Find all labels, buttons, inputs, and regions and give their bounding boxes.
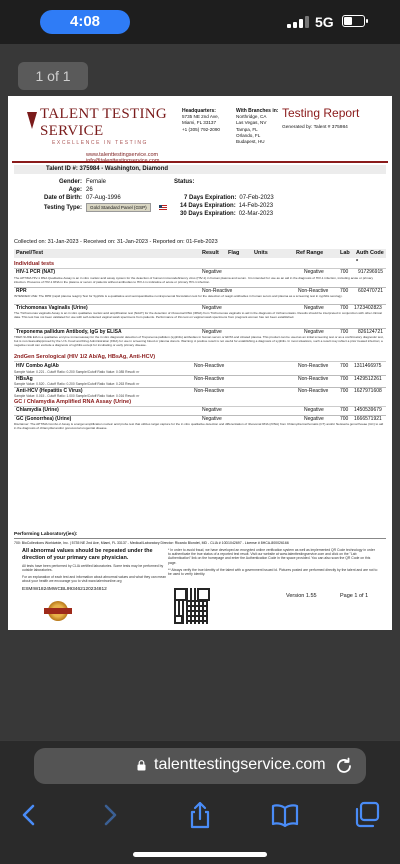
company-logo (26, 106, 176, 164)
table-row: HBsAg Non-Reactive Non-Reactive 700 1429512261 (14, 375, 386, 376)
verification-notice: * In order to avoid fraud, we have developed an encrypted online verification system as well as implemented QR Code technology in order to authenticate the true status of a reported test result. Visit our website at www.talenttestingservice.com and click on the "Lab Authentication" link on the homepage and enter the Authentication Code in the space provided. You can also scan the QR Code on this page. ** Always verify the true identity of the talent with a government issued id. Pictures posted are performed directly by the talent and are not to be used to verify identity. (168, 548, 378, 577)
expiration-14-days: 14 Days Expiration: 14-Feb-2023 (180, 203, 274, 209)
talent-id: Talent ID #: 375984 - Washington, Diamond (14, 165, 386, 174)
url-text[interactable]: talenttestingservice.com (154, 756, 326, 773)
table-row: GC (Gonorrhea) (Urine) Negative Negative 700 1666571921 (14, 415, 386, 416)
report-header (8, 96, 392, 160)
test-description: INTENDED USE: The RPR (rapid plasma reagin) Test for Syphilis is a qualitative and semiquantitative nontreponemal flocculation test for the detection of reagin antibodies in human serum and plasma as a screening test in syphilis serology. (14, 294, 343, 298)
testing-type: Testing Type: Gold Standard Panel (GSP) (22, 203, 167, 212)
share-icon[interactable] (185, 800, 215, 830)
test-description: The APTIMA HIV-1 RNA Qualitative Assay is an in vitro nucleic acid assay system for the detection of human immunodeficiency virus (HIV-1) in human plasma and serum. It is intended for use as an aid in the diagnosis of HIV-1 infection, including acute or primary infection. Presence of HIV-1 RNA in the plasma or serum of patients without antibodies to HIV-1 is indicative of acute or primary HIV-1 infection. (14, 276, 374, 284)
version-label: Version 1.55 (286, 593, 317, 599)
status-label: Status: (174, 179, 195, 185)
home-indicator[interactable] (133, 852, 267, 857)
status-bar (0, 0, 400, 44)
collection-dates: Collected on: 31-Jan-2023 - Received on: 31-Jan-2023 - Reported on: 01-Feb-2023 (14, 239, 218, 245)
back-icon[interactable] (14, 800, 44, 830)
document-code: ESMIW1824MWCBL993462120234812 (22, 587, 107, 593)
sample-value: Sample Value: 0.015 - Cutoff Ratio: 1.000 Sample/Cutoff Ratio Value: 0.016 Result: nr (14, 394, 140, 398)
branches-block: With Branches in: Northridge, CA Las Vegas, NV Tampa, FL Orlando, FL Budapest, HU (236, 108, 279, 145)
col-lab: Lab (340, 250, 350, 256)
section-individual-tests: Individual tests (14, 261, 386, 269)
col-ref-range: Ref Range (296, 250, 324, 256)
network-type: 5G (315, 14, 334, 30)
page-number: Page 1 of 1 (340, 593, 369, 599)
address-bar-area (0, 740, 400, 790)
tabs-icon[interactable] (352, 800, 382, 830)
company-tagline: EXCELLENCE IN TESTING (52, 140, 149, 146)
table-row: Trichomonas Vaginalis (Urine) Negative Negative 700 1723402823 (14, 304, 386, 305)
sample-value: Sample Value: 0.520 - Cutoff Ratio: 0.200 Sample/Cutoff Ratio Value: 0.263 Result: nr (14, 382, 140, 386)
section-gc-chlamydia: GC / Chlamydia Amplified RNA Assay (Urine) (14, 399, 386, 407)
address-bar[interactable] (34, 748, 366, 784)
page-counter: 1 of 1 (18, 62, 88, 90)
performing-laboratories: Performing Laboratory(ies): 700: BioCollections Worldwide, Inc. | 5735 NE 2nd Ave, Miami, FL 33137 - Medical/Laboratory Director: Ricardo Blondet, MD - CLIA # 10D1042697 - License # 8HCA-800026166 (14, 532, 386, 545)
expiration-7-days: 7 Days Expiration: 07-Feb-2023 (184, 195, 274, 201)
table-row: Anti-HCV (Hepatitis C Virus) Non-Reactive Non-Reactive 700 1627971608 (14, 387, 386, 388)
bookmarks-icon[interactable] (270, 800, 300, 830)
header-divider (12, 161, 388, 163)
report-title: Testing Report (282, 106, 360, 120)
cellular-signal-icon (287, 16, 309, 28)
lock-icon (137, 760, 146, 771)
report-page: TALENT TESTING SERVICE EXCELLENCE IN TESTING www.talenttestingservice.com Headquarters: 5735 NE 2nd Ave, Miami, FL 33137 +1 (305) 792-2090 With Branches in: Northridge, CA Las Vegas, NV Tampa, FL Orlando, FL Budapest, HU Testing Report Generated by: Talent # 375984 Talent ID #: 375984 - Washington, Diamond Gender: Female Age: 26 Date of Birth: 07-Aug-1996 Testing Type: Gold Standard Panel (GSP) Status: 7 Days Expiration: 07-Feb-2023 14 Days Expiration: 14-Feb-2023 30 Days Expiration: 02-Mar-2023 Collected on: 31-Jan-2023 - Received on: 31-Jan-2023 - Reported on: 01-Feb-2023 Panel/Test Result Flag Units Ref Range Lab Auth Code * Individual tests HIV-1 PCR (NAT) Negative Negative 700 917296915 The APTIMA HIV-1 RNA Qualitative Assay is an in vitro nucleic acid assay system for the detection of human immunodeficiency virus (HIV-1) in human plasma and serum. It is intended for use as an aid in the diagnosis of HIV-1 infection, including acute or primary infection. Presence of HIV-1 RNA in the plasma or serum of patients without antibodies to HIV-1 is indicative of acute or primary HIV-1 infection. RPR Non-Reactive Non-Reactive 700 602470721 INTENDED USE: The RPR (rapid plasma reagin) Test for Syphilis is a qualitative and semiquantitative nontreponemal flocculation test for the detection of reagin antibodies in human serum and plasma as a screening test in syphilis serology. Trichomonas Vaginalis (Urine) Negative Negative 700 1723402823 The Trichomonas vaginalis Assay is an in vitro qualitative nucleic acid amplification test (NAAT) for the detection of ribosomal RNA (rRNA) from Trichomonas vaginalis to aid in the diagnosis of trichomoniasis. Results should be interpreted in conjunction with other clinical data. This test has not been validated for use with self-collected vaginal swab specimens from patients. Performance of this test on vaginal swab specimens from pregnant women has not been established. Treponema pallidum Antibody, IgG by ELISA Negative Negative 700 826124721 TREP-SURE EIA is a qualitative enzyme immunoassay for the in vitro diagnostic detection of Treponema pallidum (syphilis) antibodies in human serum or EDTA and citrated plasma. This product can be used as an initial screening test or as a confirmatory diagnostic test, but is not cleared/approved by the U.S. Food and Drug Administration (FDA) for use in screening blood or plasma donors. Warning: A positive result is not useful for establishing a diagnosis of syphilis. In most situations, such a result may reflect a prior treated infection; a negative result can exclude a diagnosis of syphilis except for incubating or early primary disease. 2ndGen Serological (HIV 1/2 Ab/Ag, HBsAg, Anti-HCV) HIV Combo Ag/Ab Non-Reactive Non-Reactive 700 1311466975 Sample Value: 0.221 - Cutoff Ratio: 0.200 Sample/Cutoff Ratio Value: 0.085 Result: nr HBsAg Non-Reactive Non-Reactive 700 1429512261 Sample Value: 0.520 - Cutoff Ratio: 0.200 Sample/Cutoff Ratio Value: 0.263 Result: nr Anti-HCV (Hepatitis C Virus) Non-Reactive Non-Reactive 700 1627971608 Sample Value: 0.015 - Cutoff Ratio: 1.000 Sample/Cutoff Ratio Value: 0.016 Result: nr GC / Chlamydia Amplified RNA Assay (Urine) Chlamydia (Urine) Negative Negative 700 1450539679 GC (Gonorrhea) (Urine) Negative Negative 700 1666571921 Disclaimer: The APTIMA Combo 2 Assay is a target amplification nucleic acid probe test that utilizes target capture for the in vitro qualitative detection and differentiation of ribosomal RNA (rRNA) from Chlamydia trachomatis (CT) and/or Neisseria gonorrhoeae (GC) to aid in the diagnosis of chlamydial and/or gonococcal urogenital disease. Performing Laboratory(ies): 700: BioCollections Worldwide, Inc. | 5735 NE 2nd Ave, Miami, FL 33137 - Medical/Laboratory Director: Ricardo Blondet, MD - CLIA # 10D1042697 - License # 8HCA-800026166 All abnormal values should be repeated under the direction of your primary care physician. All tests have been performed by CLIA certified laboratories. Some tests may be performed by outside laboratories. For an explanation of each test and information about abnormal values and what they can mean about your health we encourage you to visit www.talentnonline.org ESMIW1824MWCBL993462120234812 * In order to avoid fraud, we have developed an encrypted online verification system as well as implemented QR Code technology in order to authenticate the true status of a reported test result. Visit our website at www.talenttestingservice.com and click on the "Lab Authentication" link on the homepage and enter the Authentication Code in the space provided. You can also scan the QR Code on this page. ** Always verify the true identity of the talent with a government issued id. Pictures posted are performed directly by the talent and are not to be used to verify identity. Version 1.55 Page 1 of 1 (8, 96, 392, 630)
col-flag: Flag (228, 250, 240, 256)
document-viewer[interactable] (0, 44, 400, 740)
us-flag-icon (159, 205, 167, 210)
col-panel-test: Panel/Test (16, 250, 44, 256)
test-description: The Trichomonas vaginalis Assay is an in vitro qualitative nucleic acid amplification test (NAAT) for the detection of ribosomal RNA (rRNA) from Trichomonas vaginalis to aid in the diagnosis of trichomoniasis. Results should be interpreted in conjunction with other clinical data. This test has not been validated for use with self-collected vaginal swab specimens from patients. Performance of this test on vaginal swab specimens from pregnant women has not been established. (14, 311, 382, 319)
qr-code-icon[interactable] (174, 588, 210, 624)
table-row: Treponema pallidum Antibody, IgG by ELISA Negative Negative 700 826124721 (14, 328, 386, 329)
certification-seal-icon (48, 601, 68, 621)
patient-gender: Gender: Female (58, 179, 107, 185)
reload-icon[interactable] (334, 756, 354, 776)
sample-value: Sample Value: 0.221 - Cutoff Ratio: 0.200 Sample/Cutoff Ratio Value: 0.085 Result: nr (14, 370, 140, 374)
test-description: TREP-SURE EIA is a qualitative enzyme immunoassay for the in vitro diagnostic detection of Treponema pallidum (syphilis) antibodies in human serum or EDTA and citrated plasma. This product can be used as an initial screening test or as a confirmatory diagnostic test, but is not cleared/approved by the U.S. Food and Drug Administration (FDA) for use in screening blood or plasma donors. Warning: A positive result is not useful for establishing a diagnosis of syphilis. In most situations, such a result may reflect a prior treated infection; a negative result can exclude a diagnosis of syphilis except for incubating or early primary disease. (14, 335, 384, 347)
patient-age: Age: 26 (68, 187, 93, 193)
col-result: Result (202, 250, 219, 256)
disclaimer: Disclaimer: The APTIMA Combo 2 Assay is a target amplification nucleic acid probe test that utilizes target capture for the in vitro qualitative detection and differentiation of ribosomal RNA (rRNA) from Chlamydia trachomatis (CT) and/or Neisseria gonorrhoeae (GC) to aid in the diagnosis of chlamydial and/or gonococcal urogenital disease. (14, 422, 384, 430)
patient-dob: Date of Birth: 07-Aug-1996 (44, 195, 121, 201)
abnormal-notice: All abnormal values should be repeated under the direction of your primary care physician. All tests have been performed by CLIA certified laboratories. Some tests may be performed by outside laboratories. For an explanation of each test and information about abnormal values and what they can mean about your health we encourage you to visit www.talentnonline.org ESMIW1824MWCBL993462120234812 (22, 548, 172, 592)
generated-by: Generated by: Talent # 375984 (282, 125, 348, 130)
table-row: RPR Non-Reactive Non-Reactive 700 602470721 (14, 287, 386, 288)
col-units: Units (254, 250, 268, 256)
headquarters-block: Headquarters: 5735 NE 2nd Ave, Miami, FL 33137 +1 (305) 792-2090 (182, 108, 220, 132)
col-auth-code: Auth Code * (356, 250, 384, 265)
section-serological: 2ndGen Serological (HIV 1/2 Ab/Ag, HBsAg, Anti-HCV) (14, 354, 386, 362)
expiration-30-days: 30 Days Expiration: 02-Mar-2023 (180, 211, 274, 217)
company-url[interactable]: www.talenttestingservice.com (86, 152, 159, 158)
battery-icon (342, 15, 365, 27)
status-time[interactable]: 4:08 (40, 10, 130, 34)
forward-icon[interactable] (95, 800, 125, 830)
company-name: TALENT TESTING SERVICE (40, 106, 168, 139)
